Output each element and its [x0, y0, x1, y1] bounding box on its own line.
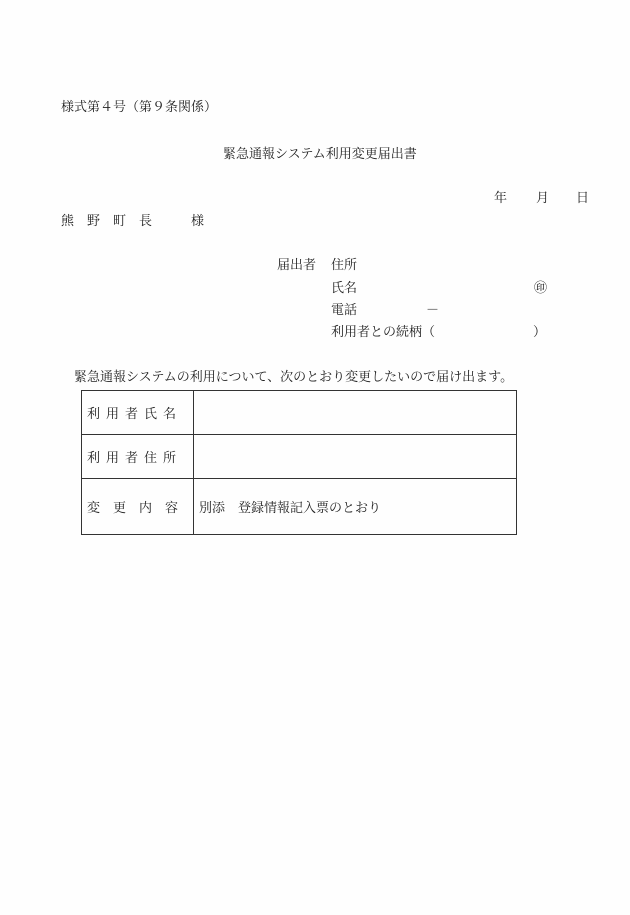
change-content-value[interactable]: 別添 登録情報記入票のとおり	[194, 479, 517, 535]
applicant-label: 届出者	[277, 258, 317, 273]
date-month: 月	[536, 191, 550, 206]
change-table	[81, 390, 517, 535]
document-title: 緊急通報システム利用変更届出書	[223, 147, 417, 162]
user-address-value[interactable]	[194, 435, 517, 479]
seal-mark: ㊞	[534, 281, 548, 296]
name-label: 氏名	[331, 281, 358, 296]
user-name-value[interactable]	[194, 391, 517, 435]
table-row	[82, 391, 517, 435]
address-label: 住所	[331, 258, 358, 273]
relation-close: ）	[533, 325, 547, 340]
user-name-label: 利用者氏名	[82, 391, 194, 435]
form-number: 様式第４号（第９条関係）	[61, 100, 218, 115]
phone-dash: －	[426, 303, 440, 318]
table-row	[82, 435, 517, 479]
relation-label: 利用者との続柄（	[331, 325, 436, 340]
phone-label: 電話	[331, 303, 358, 318]
date-year: 年	[494, 191, 508, 206]
addressee: 熊 野 町 長 様	[61, 214, 205, 229]
user-address-label: 利用者住所	[82, 435, 194, 479]
change-content-label: 変 更 内 容	[82, 479, 194, 535]
date-day: 日	[576, 191, 590, 206]
table-row	[82, 479, 517, 535]
statement: 緊急通報システムの利用について、次のとおり変更したいので届け出ます。	[74, 370, 514, 385]
